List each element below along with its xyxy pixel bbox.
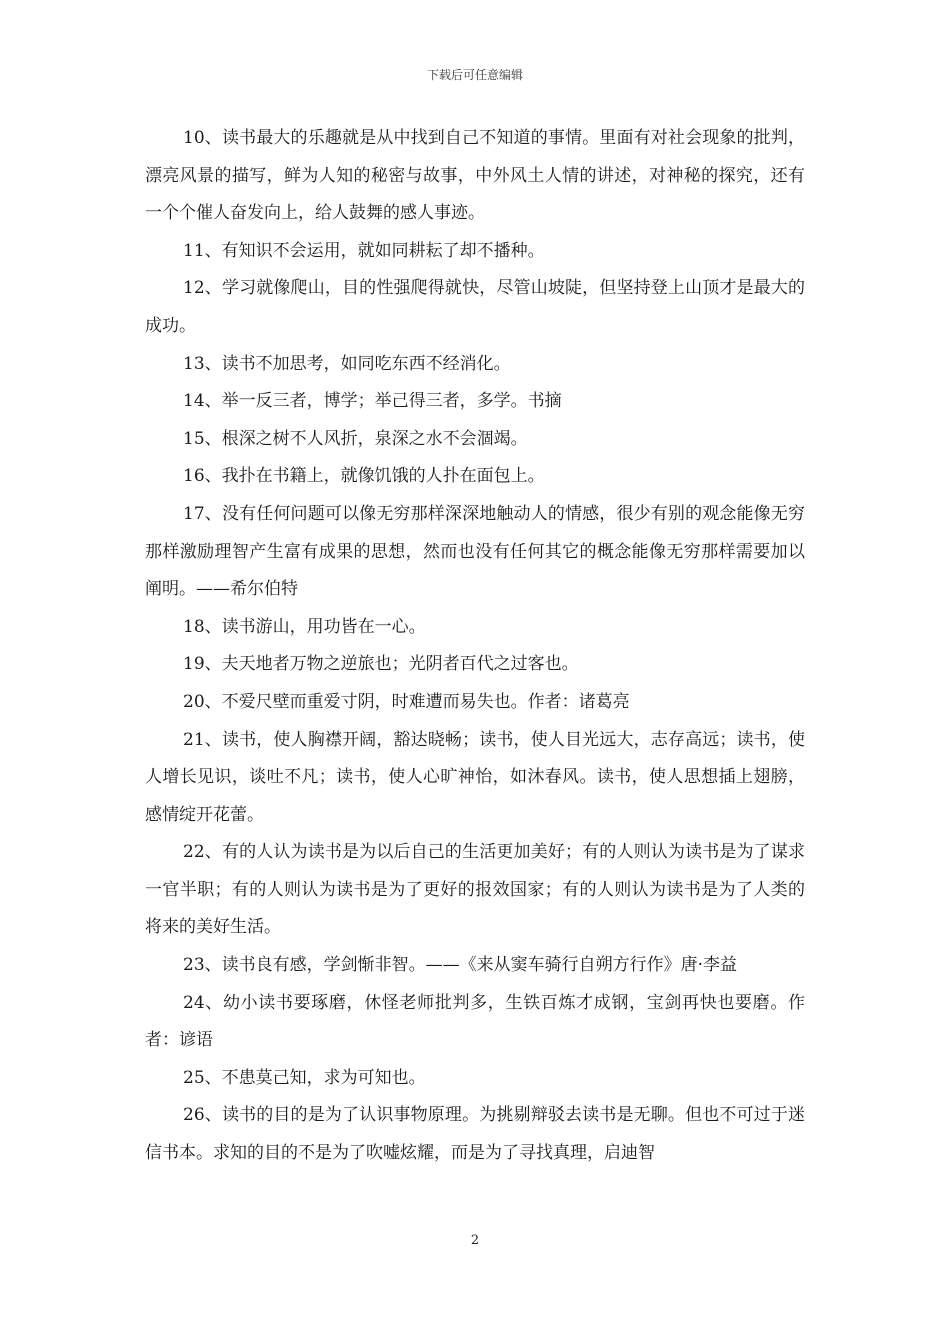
document-body — [145, 120, 805, 1173]
paragraph-20: 20、不爱尺壁而重爱寸阴，时难遭而易失也。作者：诸葛亮 — [183, 691, 630, 712]
paragraph-12: 12、学习就像爬山，目的性强爬得就快，尽管山坡陡，但坚持登上山顶才是最大的成功。 — [145, 278, 805, 336]
page-number: 2 — [470, 1233, 480, 1248]
paragraph-26: 26、读书的目的是为了认识事物原理。为挑剔辩驳去读书是无聊。但也不可过于迷信书本。求知的目的不是为了吹嘘炫耀，而是为了寻找真理，启迪智 — [145, 1105, 805, 1164]
paragraph-19: 19、夫天地者万物之逆旅也；光阴者百代之过客也。 — [183, 654, 579, 675]
paragraph-15: 15、根深之树不人风折，泉深之水不会涸竭。 — [183, 428, 528, 449]
paragraph-22: 22、有的人认为读书是为以后自己的生活更加美好；有的人则认为读书是为了谋求一官半职；有的人则认为读书是为了更好的报效国家；有的人则认为读书是为了人类的将来的美好生活。 — [145, 842, 805, 938]
paragraph-25: 25、不患莫己知，求为可知也。 — [183, 1067, 426, 1088]
paragraph-18: 18、读书游山，用功皆在一心。 — [183, 616, 426, 637]
paragraph-24: 24、幼小读书要琢磨，休怪老师批判多，生铁百炼才成钢，宝剑再快也要磨。作者：谚语 — [145, 992, 805, 1051]
paragraph-14: 14、举一反三者，博学；举己得三者，多学。书摘 — [183, 391, 562, 412]
paragraph-21: 21、读书，使人胸襟开阔，豁达晓畅；读书，使人目光远大，志存高远；读书，使人增长见识，谈吐不凡；读书，使人心旷神怡，如沐春风。读书，使人思想插上翅膀，感情绽开花蕾。 — [145, 729, 805, 825]
paragraph-16: 16、我扑在书籍上，就像饥饿的人扑在面包上。 — [183, 466, 545, 487]
page-header: 下载后可任意编辑 — [426, 68, 523, 82]
paragraph-23: 23、读书良有感，学剑惭非智。——《来从窦车骑行自朔方行作》唐·李益 — [183, 955, 738, 976]
paragraph-13: 13、读书不加思考，如同吃东西不经消化。 — [183, 353, 511, 374]
paragraph-17: 17、没有任何问题可以像无穷那样深深地触动人的情感，很少有别的观念能像无穷那样激励理智产生富有成果的思想，然而也没有任何其它的概念能像无穷那样需要加以阐明。——希尔伯特 — [145, 503, 805, 600]
paragraph-11: 11、有知识不会运用，就如同耕耘了却不播种。 — [183, 240, 545, 261]
paragraph-10: 10、读书最大的乐趣就是从中找到自己不知道的事情。里面有对社会现象的批判，漂亮风景的描写，鲜为人知的秘密与故事，中外风土人情的讲述，对神秘的探究，还有一个个催人奋发向上，给人鼓舞的感人事迹。 — [145, 128, 805, 224]
